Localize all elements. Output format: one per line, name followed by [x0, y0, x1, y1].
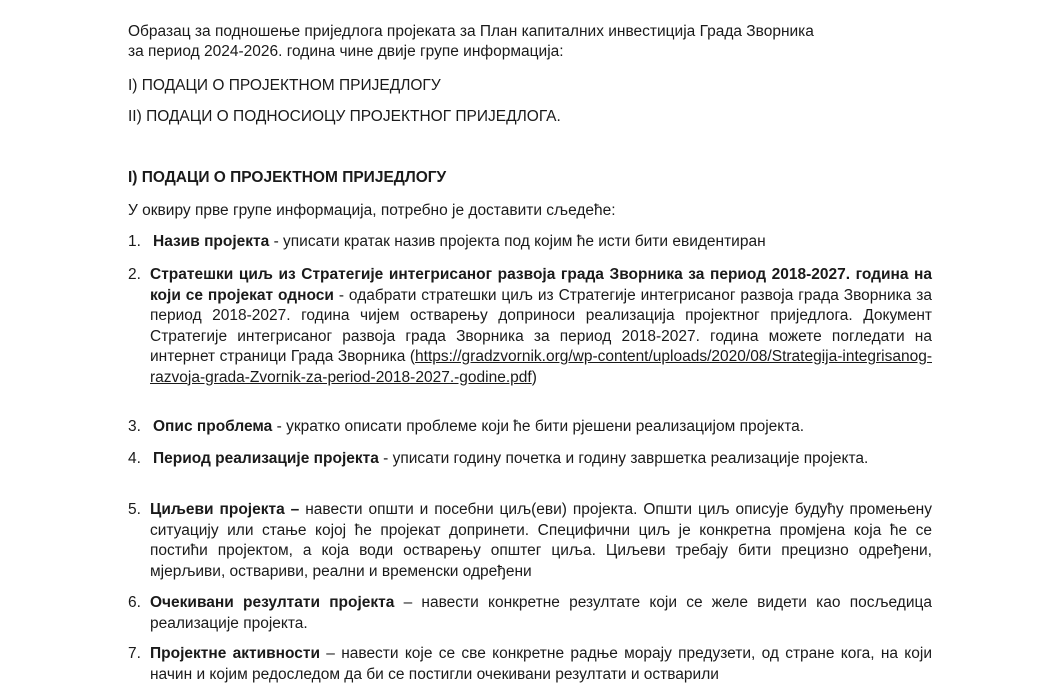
intro-line-1: Образац за подношење приједлога пројеката за План капиталних инвестиција Града Зворника — [128, 23, 814, 40]
item-title: Пројектне активности — [150, 645, 321, 662]
item-body — [150, 500, 932, 582]
strategy-document-link[interactable]: https://gradzvornik.org/wp-content/uploads/2020/08/Strategija-integrisanog-razvoja-grada-Zvornik-za-period-2018-2027.-godine.pdf — [150, 348, 932, 386]
item-description: - уписати годину почетка и годину завршетка реализације пројекта. — [378, 450, 869, 467]
item-title: Очекивани резултати пројекта — [150, 594, 395, 611]
item-number: 5. — [128, 501, 141, 518]
intro-line-2: за период 2024-2026. година чине двије групе информација: — [128, 43, 564, 60]
item-body: Стратешки циљ из Стратегије интегрисаног развоја града Зворника за период 2018-2027. година на који се пројекат односи - одабрати стратешки циљ из Стратегије интегрисаног развоја града Зворника за период 2018-2027. година чијем остварењу доприноси реализација пројектног приједлога. Документ Стратегије интегрисаног развоја града Зворника за период 2018-2027. година можете погледати на интернет страници Града Зворника (https://gradzvornik.org/wp-content/uploads/2020/08/Strategija-integrisanog-razvoja-grada-Zvornik-za-period-2018-2027.-godine.pdf) — [150, 266, 932, 386]
item-title: Циљеви пројекта – — [150, 501, 300, 518]
item-description: - одабрати стратешки циљ из Стратегије интегрисаног развоја града Зворника за период 2018-2027. година чијем остварењу доприноси реализација пројектног приједлога. Документ Стратегије интегрисаног развоја града Зворника за период 2018-2027. година можете погледати на интернет страници Града Зворника — [150, 286, 932, 365]
item-number: 4. — [128, 450, 141, 467]
section-lead: У оквиру прве групе информација, потребно је доставити сљедеће: — [128, 202, 616, 219]
item-description: навести општи и посебни циљ(еви) пројекта. Општи циљ описује будућу промењену ситуацију или стање којој ће пројекат допринети. Специфични циљ је конкретна промјена која ће се постићи пројектом, а која води остварењу општег циља. Циљеви требају бити прецизно одређени, мјерљиви, оствариви, реални и временски одређени — [150, 501, 932, 580]
item-body — [153, 449, 932, 470]
item-description: - укратко описати проблеме који ће бити рјешени реализацијом пројекта. — [272, 418, 805, 435]
item-number: 7. — [128, 645, 141, 662]
item-title: Опис проблема — [153, 418, 273, 435]
group-i-label: I) ПОДАЦИ О ПРОЈЕКТНОМ ПРИЈЕДЛОГУ — [128, 77, 441, 94]
item-body — [150, 593, 932, 634]
section-heading: I) ПОДАЦИ О ПРОЈЕКТНОМ ПРИЈЕДЛОГУ — [128, 169, 447, 186]
item-description: – навести конкретне резултате који се желе видети као посљедица реализације пројекта. — [150, 594, 933, 632]
item-body — [153, 417, 935, 438]
item-number: 3. — [128, 418, 141, 435]
item-title: Период реализације пројекта — [153, 450, 379, 467]
item-description: – навести које се све конкретне радње морају предузети, од стране кога, на који начин и којим редоследом да би се постигли очекивани резултати и остварили — [150, 645, 932, 683]
item-number: 6. — [128, 594, 141, 611]
item-body — [153, 232, 935, 253]
item-title: Стратешки циљ из Стратегије интегрисаног развоја града Зворника за период 2018-2027. година на који се пројекат односи — [150, 266, 932, 304]
group-ii-label: II) ПОДАЦИ О ПОДНОСИОЦУ ПРОЈЕКТНОГ ПРИЈЕДЛОГА. — [128, 108, 561, 125]
item-description: - уписати кратак назив пројекта под којим ће исти бити евидентиран — [269, 233, 766, 250]
item-title: Назив пројекта — [153, 233, 270, 250]
item-body — [150, 644, 932, 685]
item-number: 1. — [128, 233, 141, 250]
item-number: 2. — [128, 266, 141, 283]
